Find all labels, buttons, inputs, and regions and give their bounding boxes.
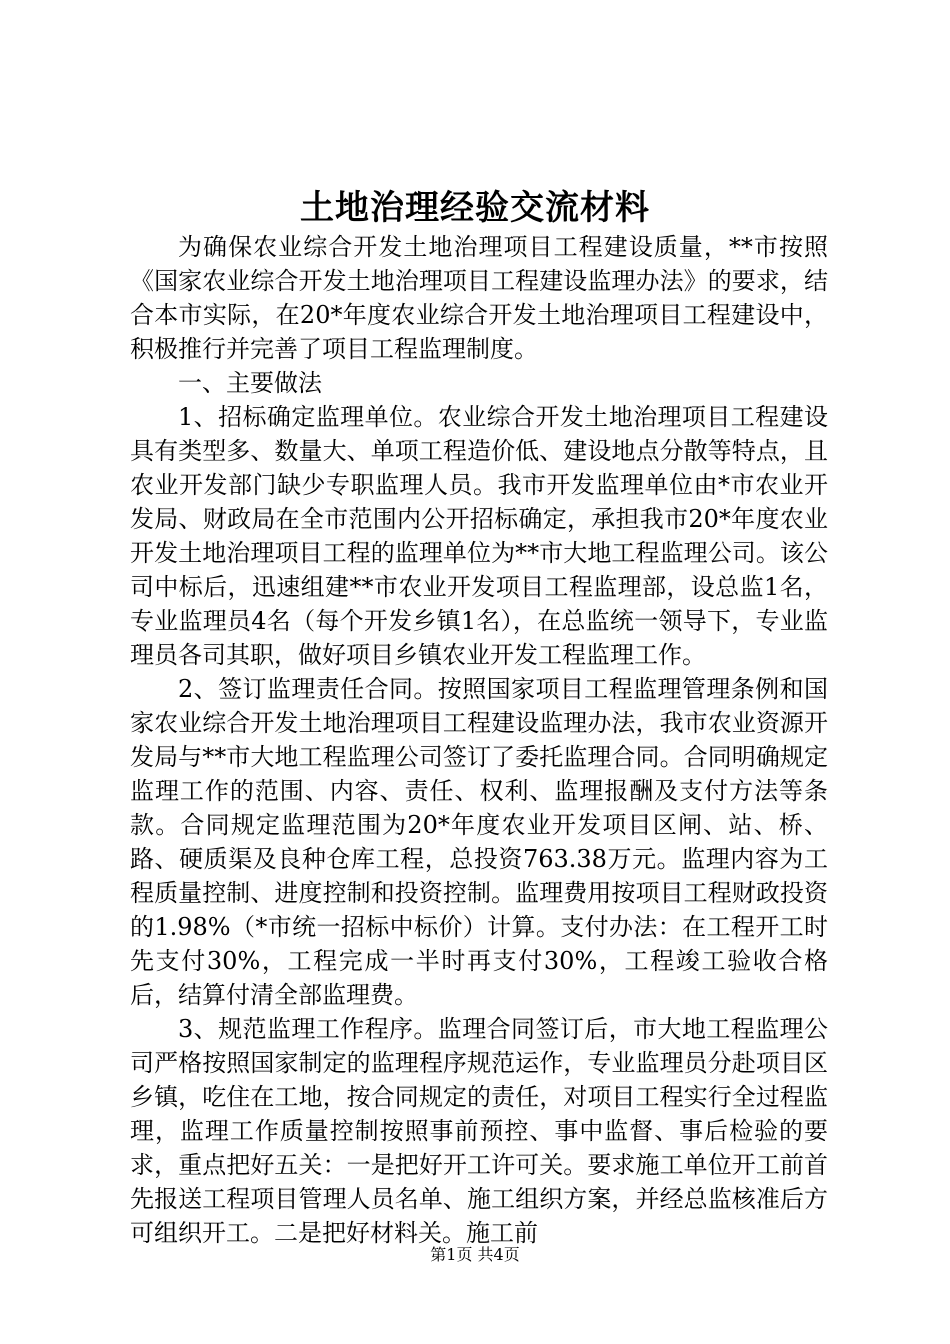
document-title: 土地治理经验交流材料 <box>300 188 650 228</box>
section-heading-main-practices: 一、主要做法 <box>178 369 322 397</box>
paragraph-intro: 为确保农业综合开发土地治理项目工程建设质量，**市按照《国家农业综合开发土地治理项目工程建设监理办法》的要求，结合本市实际，在20*年度农业综合开发土地治理项目工程建设中，积极推行并完善了项目工程监理制度。 <box>130 233 828 363</box>
document-body <box>130 230 828 1250</box>
paragraph-item-2: 2、签订监理责任合同。按照国家项目工程监理管理条例和国家农业综合开发土地治理项目工程建设监理办法，我市农业资源开发局与**市大地工程监理公司签订了委托监理合同。合同明确规定监理工作的范围、内容、责任、权利、监理报酬及支付方法等条款。合同规定监理范围为20*年度农业开发项目区闸、站、桥、路、硬质渠及良种仓库工程，总投资763.38万元。监理内容为工程质量控制、进度控制和投资控制。监理费用按项目工程财政投资的1.98%（*市统一招标中标价）计算。支付办法：在工程开工时先支付30%，工程完成一半时再支付30%，工程竣工验收合格后，结算付清全部监理费。 <box>130 675 828 1009</box>
page-number-footer: 第1页 共4页 <box>430 1245 520 1264</box>
paragraph-item-3: 3、规范监理工作程序。监理合同签订后，市大地工程监理公司严格按照国家制定的监理程序规范运作，专业监理员分赴项目区乡镇，吃住在工地，按合同规定的责任，对项目工程实行全过程监理，监理工作质量控制按照事前预控、事中监督、事后检验的要求，重点把好五关：一是把好开工许可关。要求施工单位开工前首先报送工程项目管理人员名单、施工组织方案，并经总监核准后方可组织开工。二是把好材料关。施工前 <box>130 1015 828 1247</box>
paragraph-item-1: 1、招标确定监理单位。农业综合开发土地治理项目工程建设具有类型多、数量大、单项工程造价低、建设地点分散等特点，且农业开发部门缺少专职监理人员。我市开发监理单位由*市农业开发局、财政局在全市范围内公开招标确定，承担我市20*年度农业开发土地治理项目工程的监理单位为**市大地工程监理公司。该公司中标后，迅速组建**市农业开发项目工程监理部，设总监1名，专业监理员4名（每个开发乡镇1名），在总监统一领导下，专业监理员各司其职，做好项目乡镇农业开发工程监理工作。 <box>130 403 828 669</box>
